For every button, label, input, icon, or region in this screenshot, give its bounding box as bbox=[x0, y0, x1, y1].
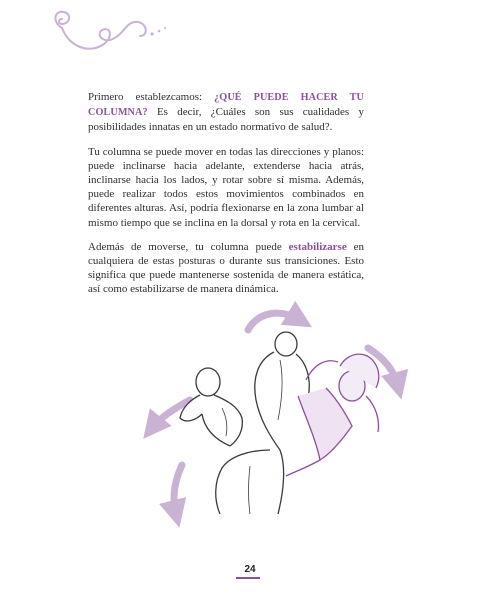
paragraph-stabilize bbox=[88, 240, 364, 297]
paragraph-intro bbox=[88, 90, 364, 135]
body-text bbox=[88, 90, 364, 307]
intro-question-highlight: ¿QUÉ PUEDE HACER TU COLUMNA? bbox=[88, 92, 364, 119]
page-number-underline bbox=[236, 577, 260, 579]
intro-rest: Es decir, ¿Cuáles son sus cualidades y posibilidades innatas en un estado normativo de salud?. bbox=[88, 106, 364, 134]
paragraph-movement: Tu columna se puede mover en todas las direcciones y planos: puede inclinarse hacia adelante, extenderse hacia atrás, inclinarse hacia los lados, y rotar sobre sí misma. Además, puede realizar todos estos movimientos combinados en diferentes alturas. Así, podría flexionarse en la zona lumbar al mismo tiempo que se inclina en la dorsal y rota en la cervical. bbox=[88, 145, 364, 229]
curved-arrow-top-icon bbox=[248, 313, 300, 330]
swirl-ornament-icon bbox=[48, 8, 168, 68]
spine-movement-illustration bbox=[130, 300, 420, 535]
figure-side-bend bbox=[180, 368, 242, 446]
intro-lead: Primero establezcamos: bbox=[88, 91, 215, 103]
curved-arrow-bottom-icon bbox=[174, 465, 182, 514]
stabilize-rest: en cualquiera de estas posturas o durante sus transiciones. Esto significa que puede mantenerse sostenida de manera estática, así como estabilizarse de manera dinámica. bbox=[88, 240, 365, 296]
figure-rotation bbox=[286, 354, 379, 476]
stabilize-lead: Además de moverse, tu columna puede bbox=[88, 240, 289, 253]
page-number: 24 bbox=[244, 564, 256, 575]
stabilize-highlight: estabilizarse bbox=[288, 240, 347, 253]
